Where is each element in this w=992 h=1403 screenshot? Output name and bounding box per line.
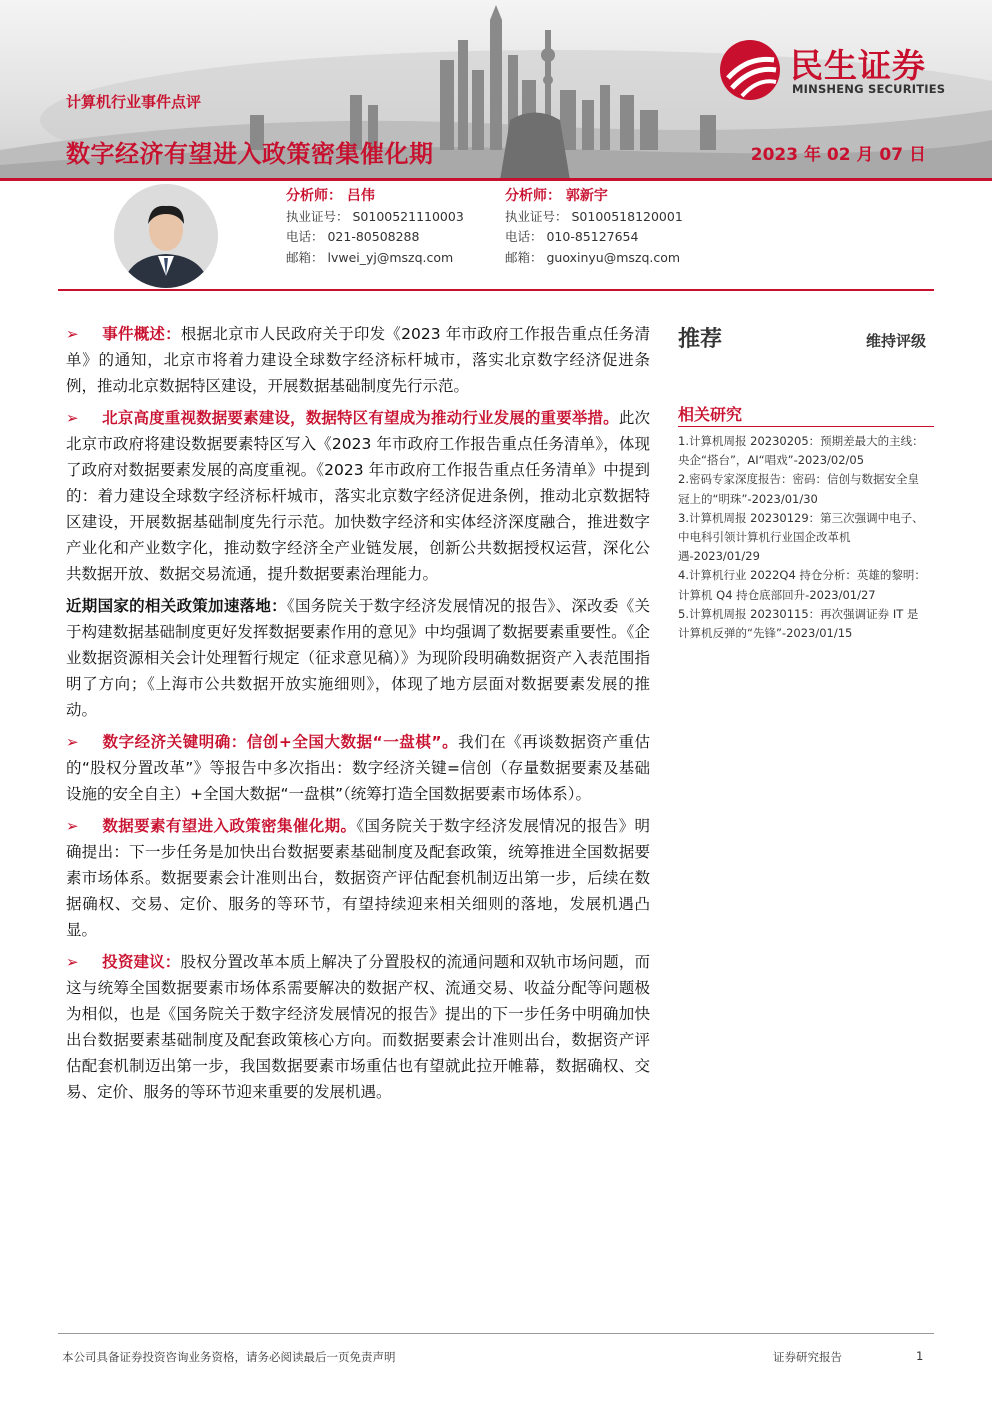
bullet-arrow-icon: ➢ (66, 325, 79, 343)
paragraph-lead: 北京高度重视数据要素建设，数据特区有望成为推动行业发展的重要举措。 (102, 409, 619, 427)
footer-disclaimer: 本公司具备证券投资咨询业务资格，请务必阅读最后一页免责声明 (62, 1350, 396, 1364)
analyst-card-1 (286, 186, 464, 268)
paragraph-national-policy (66, 593, 650, 723)
related-research-item[interactable]: 2.密码专家深度报告：密码：信创与数据安全皇冠上的“明珠”-2023/01/30 (678, 472, 919, 506)
related-research-item[interactable]: 4.计算机行业 2022Q4 持仓分析：英雄的黎明：计算机 Q4 持仓底部回升-2023/01/27 (678, 568, 926, 602)
rating-maintain-label: 维持评级 (865, 332, 926, 350)
report-title: 数字经济有望进入政策密集催化期 (66, 140, 434, 168)
related-research-title: 相关研究 (678, 405, 743, 424)
paragraph-text: 《国务院关于数字经济发展情况的报告》、深改委《关于构建数据基础制度更好发挥数据要素作用的意见》中均强调了数据要素重要性。《企业数据资源相关会计处理暂行规定（征求意见稿）》为现阶段明确数据资产入表范围指明了方向；《上海市公共数据开放实施细则》，体现了地方层面对数据要素发展的推动。 (66, 597, 650, 719)
analyst-license: 执业证号： S0100518120001 (505, 208, 683, 224)
analyst-card-2 (505, 186, 683, 268)
related-research-list (678, 432, 928, 643)
bullet-arrow-icon: ➢ (66, 409, 79, 427)
related-research-item[interactable]: 3.计算机周报 20230129：第三次强调中电子、中电科引领计算机行业国企改革机遇-2023/01/29 (678, 510, 924, 564)
section-divider (58, 289, 934, 291)
company-logo (718, 38, 968, 102)
paragraph-text: 此次北京市政府将建设数据要素特区写入《2023 年市政府工作报告重点任务清单》，体现了政府对数据要素发展的高度重视。《2023 年市政府工作报告重点任务清单》中提到的：着力建设全球数字经济标杆城市，落实北京数字经济促进条例，推动北京数据特区建设，开展数据基础制度先行示范。加快数字经济和实体经济深度融合，推进数字产业化和产业数字化，推动数字经济全产业链发展，创新公共数据授权运营，深化公共数据开放、数据交易流通，提升数据要素治理能力。 (66, 409, 650, 583)
sidebar (678, 322, 934, 641)
rating-label: 推荐 (678, 327, 723, 352)
analyst-email[interactable]: 邮箱： guoxinyu@mszq.com (505, 249, 681, 265)
footer-doc-type: 证券研究报告 (773, 1350, 842, 1364)
header-rule (0, 178, 992, 181)
analyst-phone: 电话： 010-85127654 (505, 229, 639, 244)
paragraph-investment-advice (66, 949, 650, 1105)
paragraph-text: 根据北京市人民政府关于印发《2023 年市政府工作报告重点任务清单》的通知，北京市将着力建设全球数字经济标杆城市，落实北京数字经济促进条例，推动北京数据特区建设，开展数据基础制度先行示范。 (66, 325, 650, 395)
related-research-rule (678, 426, 934, 427)
logo-chinese-text: 民生证券 (790, 46, 926, 85)
paragraph-beijing-data (66, 405, 650, 587)
paragraph-text: 股权分置改革本质上解决了分置股权的流通问题和双轨市场问题，而这与统筹全国数据要素市场体系需要解决的数据产权、流通交易、收益分配等问题极为相似，也是《国务院关于数字经济发展情况的报告》提出的下一步任务中明确加快出台数据要素基础制度及配套政策核心方向。而数据要素会计准则出台，数据资产评估配套机制迈出第一步，我国数据要素市场重估也有望就此拉开帷幕，数据确权、交易、定价、服务的等环节迎来重要的发展机遇。 (66, 953, 650, 1101)
paragraph-lead: 数字经济关键明确：信创+全国大数据“一盘棋”。 (102, 733, 459, 751)
related-research-item[interactable]: 1.计算机周报 20230205：预期差最大的主线：央企“搭台”，AI“唱戏”-2023/02/05 (678, 434, 924, 468)
analyst-phone: 电话： 021-80508288 (286, 229, 420, 244)
paragraph-text: 《国务院关于数字经济发展情况的报告》明确提出：下一步任务是加快出台数据要素基础制度及配套政策，统筹推进全国数据要素市场体系。数据要素会计准则出台，数据资产评估配套机制迈出第一步，后续在数据确权、交易、定价、服务的等环节，有望持续迎来相关细则的落地，发展机遇凸显。 (66, 817, 650, 939)
paragraph-text: 我们在《再谈数据资产重估的“股权分置改革”》等报告中多次指出：数字经济关键=信创（存量数据要素及基础设施的安全自主）+全国大数据“一盘棋”（统筹打造全国数据要素市场体系）。 (66, 733, 650, 803)
bullet-arrow-icon: ➢ (66, 953, 79, 971)
paragraph-digital-economy-key (66, 729, 650, 807)
paragraph-lead: 数据要素有望进入政策密集催化期。 (102, 817, 357, 835)
paragraph-lead: 事件概述： (102, 325, 181, 343)
report-body (66, 321, 650, 1111)
bullet-arrow-icon: ➢ (66, 733, 79, 751)
analyst-name: 分析师： 吕伟 (286, 188, 375, 204)
paragraph-event-summary (66, 321, 650, 399)
analyst-photo (114, 184, 218, 288)
report-date: 2023 年 02 月 07 日 (750, 145, 926, 165)
analyst-avatar (114, 184, 218, 288)
page-number: 1 (916, 1349, 924, 1363)
analyst-email[interactable]: 邮箱： lvwei_yj@mszq.com (286, 249, 454, 265)
analyst-name: 分析师： 郭新宇 (505, 188, 608, 204)
report-category: 计算机行业事件点评 (66, 93, 202, 111)
footer-rule (58, 1333, 934, 1334)
analyst-license: 执业证号： S0100521110003 (286, 208, 464, 224)
paragraph-lead: 近期国家的相关政策加速落地： (66, 597, 287, 615)
related-research-item[interactable]: 5.计算机周报 20230115：再次强调证券 IT 是计算机反弹的“先锋”-2023/01/15 (678, 606, 919, 641)
paragraph-lead: 投资建议： (102, 953, 181, 971)
logo-mark-icon (718, 38, 782, 102)
paragraph-policy-catalyst (66, 813, 650, 943)
logo-english-text: MINSHENG SECURITIES (792, 82, 946, 96)
bullet-arrow-icon: ➢ (66, 817, 79, 835)
